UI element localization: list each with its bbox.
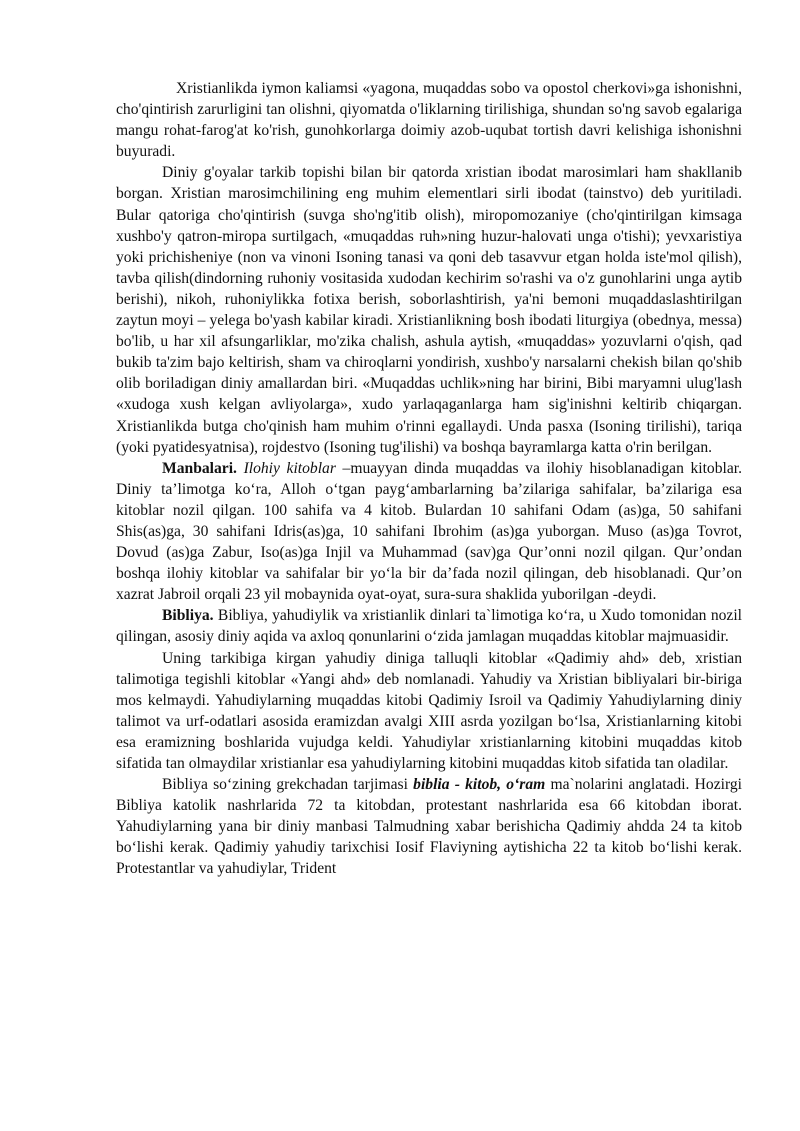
- document-page: [116, 78, 742, 880]
- bible-heading: Bibliya.: [162, 607, 214, 625]
- paragraph-creed: [116, 78, 742, 162]
- paragraph-creed-text: Xristianlikda iymon kaliamsi «yagona, muqaddas sobo va opostol cherkovi»ga ishonishni, cho'qintirish zarurligini tan olishni, qiyomatda o'liklarning tirilishiga, shundan so'ng savob egalariga mangu rohat-farog'at ko'rish, gunohkorlarga doimiy azob-uqubat tortish davri kelishiga ishonishni buyuradi.: [116, 80, 742, 161]
- paragraph-sources: [116, 458, 742, 606]
- paragraph-bible-text: Bibliya, yahudiylik va xristianlik dinlari ta`limotiga ko‘ra, u Xudo tomonidan nozil qilingan, asosiy diniy aqida va axloq qonunlarini o‘zida jamlagan muqaddas kitoblar majmuasidir.: [116, 607, 742, 646]
- paragraph-etymology-text: ma`nolarini anglatadi. Hozirgi Bibliya katolik nashrlarida 72 ta kitobdan, protestant nashrlarida esa 66 kitobdan iborat. Yahudiylarning yana bir diniy manbasi Talmudning xabar berishicha Qadimiy ahdda 24 ta kitob bo‘lishi kerak. Qadimiy yahudiy tarixchisi Iosif Flaviyning aytishicha 22 ta kitob bo‘lishi kerak. Protestantlar va yahudiylar, Trident: [116, 776, 743, 878]
- paragraph-testaments: [116, 648, 742, 775]
- sources-term: Ilohiy kitoblar: [243, 459, 336, 477]
- sources-heading: Manbalari.: [162, 459, 237, 477]
- paragraph-rituals: [116, 162, 742, 457]
- paragraph-testaments-text: Uning tarkibiga kirgan yahudiy diniga talluqli kitoblar «Qadimiy ahd» deb, xristian talimotiga tegishli kitoblar «Yangi ahd» deb nomlanadi. Yahudiy va Xristian bibliyalari bir-biriga mos kelmaydi. Yahudiylarning muqaddas kitobi Qadimiy Isroil va Qadimiy Yahudiylarning diniy talimot va urf-odatlari asosida eramizdan avalgi XIII asrda yozilgan bo‘lsa, Xristianlarning kitobi esa eramizning boshlarida vujudga keldi. Yahudiylar xristianlarning kitobini muqaddas kitob sifatida tan olmaydilar xristianlar esa yahudiylarning kitobini muqaddas kitob sifatida tan oladilar.: [116, 649, 742, 772]
- paragraph-etymology: [116, 774, 742, 879]
- paragraph-bible: [116, 605, 742, 647]
- etymology-term: biblia - kitob, o‘ram: [413, 776, 546, 794]
- paragraph-etymology-start: Bibliya so‘zining grekchadan tarjimasi: [162, 776, 408, 794]
- paragraph-rituals-text: Diniy g'oyalar tarkib topishi bilan bir qatorda xristian ibodat marosimlari ham shakllanib borgan. Xristian marosimchilining eng muhim elementlari sirli ibodat (tainstvo) deb yuritiladi. Bular qatoriga cho'qintirish (suvga sho'ng'itib olish), miropomozaniye (cho'qintirilgan kimsaga xushbo'y qatron-miropa surtilgach, «muqaddas ruh»ning huzur-halovati unga o'tishi); yevxaristiya yoki prichisheniye (non va vinoni Isoning tanasi va qoni deb tasavvur etgan holda iste'mol qilish), tavba qilish(dindorning ruhoniy vositasida xudodan kechirim so'rashi va o'z gunohlarini unga aytib berishi), nikoh, ruhoniylikka fotixa berish, soborlashtirish, ya'ni bemoni muqaddaslashtirilgan zaytun moyi – yelega bo'yash kabilar kiradi. Xristianlikning bosh ibodati liturgiya (obednya, messa) bo'lib, u har xil afsungarliklar, mo'zika chalish, ashula aytish, «muqaddas» yozuvlarni o'qish, qad bukib ta'zim bajo keltirish, sham va chiroqlarni yondirish, xushbo'y narsalarni chekish bilan qo'shib olib boriladigan diniy amallardan biri. «Muqaddas uchlik»ning har birini, Bibi maryamni ulug'lash «xudoga xush kelgan avliyolarga», xudo yarlaqaganlarga ham sig'inishni keltirib chiqargan. Xristianlikda butga cho'qinish ham muhim o'rinni egallaydi. Unda pasxa (Isoning tirilishi), tariqa (yoki pyatidesyatnisa), rojdestvo (Isoning tug'ilishi) va boshqa bayramlarga katta o'rin berilgan.: [116, 164, 742, 456]
- paragraph-sources-text: –muayyan dinda muqaddas va ilohiy hisoblanadigan kitoblar. Diniy ta’limotga ko‘ra, Alloh o‘tgan payg‘ambarlarning ba’zilariga sahifalar, ba’zilariga esa kitoblar nozil qilgan. 100 sahifa va 4 kitob. Bulardan 10 sahifani Odam (as)ga, 50 sahifani Shis(as)ga, 30 sahifani Idris(as)ga, 10 sahifani Ibrohim (as)ga yuborgan. Muso (as)ga Tovrot, Dovud (as)ga Zabur, Iso(as)ga Injil va Muhammad (sav)ga Qur’onni nozil qilgan. Qur’ondan boshqa ilohiy kitoblar va sahifalar bir yo‘la bir da’fada nozil qilingan, deb hisoblanadi. Qur’on xazrat Jabroil orqali 23 yil mobaynida oyat-oyat, sura-sura shaklida yuborilgan -deydi.: [116, 459, 743, 604]
